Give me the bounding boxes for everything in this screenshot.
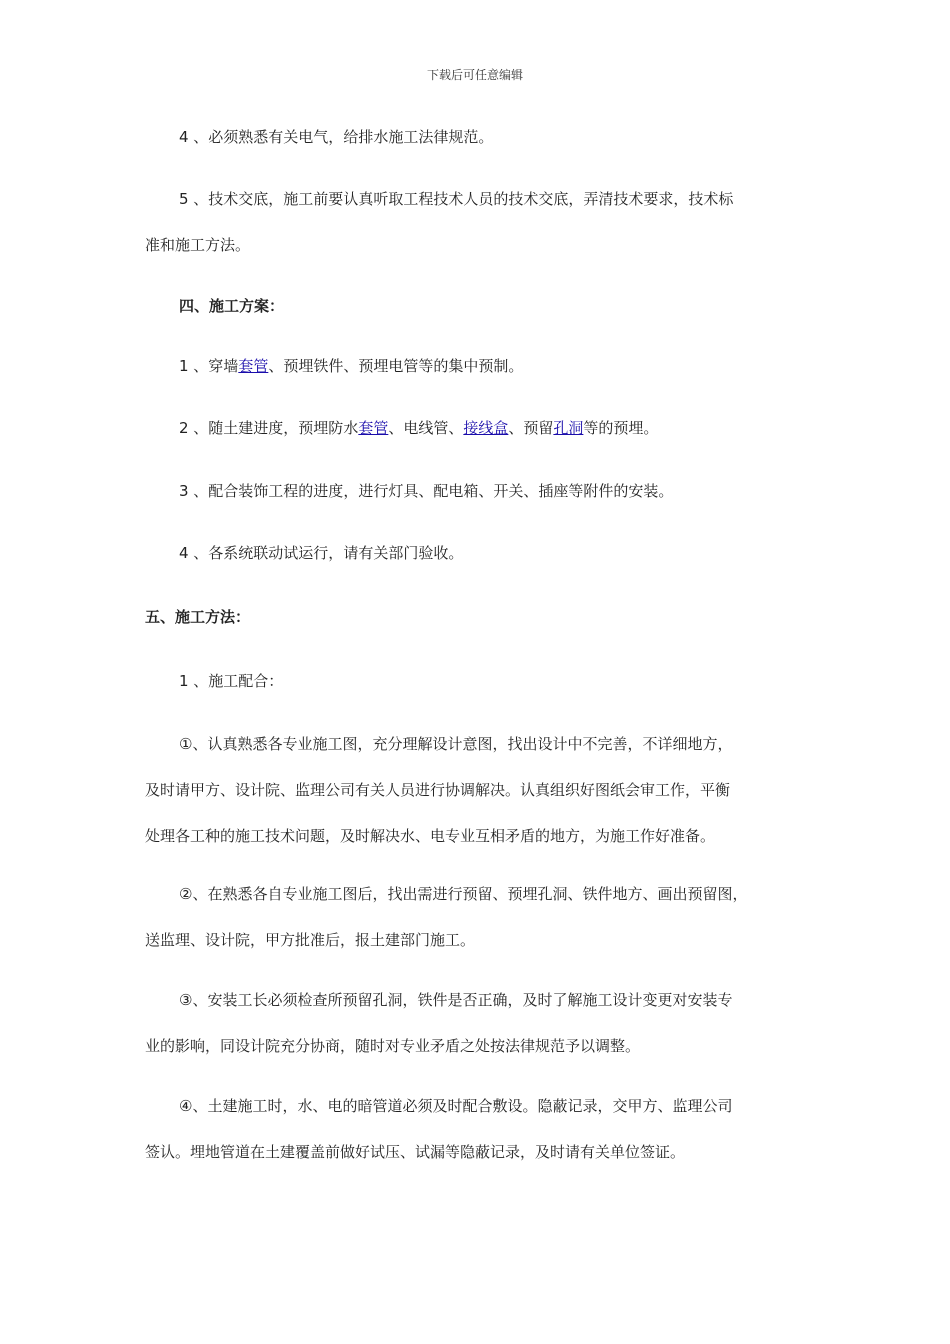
paragraph-line — [145, 405, 815, 451]
paragraph-line: 送监理、设计院，甲方批准后，报土建部门施工。 — [145, 931, 476, 949]
section-heading-construction-plan — [145, 283, 815, 329]
text-segment: 等的预埋。 — [583, 419, 659, 437]
paragraph-item-4-regulations — [145, 114, 815, 160]
text-segment: 、电线管、 — [388, 419, 464, 437]
heading-text: 五、施工方法： — [145, 608, 251, 626]
section-heading-construction-method — [145, 594, 815, 640]
link-sleeve-pipe-2[interactable]: 套管 — [358, 419, 389, 437]
paragraph-line: 5 、技术交底，施工前要认真听取工程技术人员的技术交底，弄清技术要求，技术标 — [179, 190, 734, 208]
page-header: 下载后可任意编辑 — [426, 68, 523, 82]
paragraph-line: 准和施工方法。 — [145, 236, 251, 254]
paragraph-line: ④、土建施工时，水、电的暗管道必须及时配合敷设。隐蔽记录，交甲方、监理公司 — [179, 1097, 733, 1115]
paragraph-plan-item-4 — [145, 530, 815, 576]
paragraph-line: ③、安装工长必须检查所预留孔洞，铁件是否正确，及时了解施工设计变更对安装专 — [179, 991, 733, 1009]
paragraph-method-point-3 — [145, 977, 815, 1069]
paragraph-method-item-1 — [145, 658, 815, 704]
paragraph-line: 3 、配合装饰工程的进度，进行灯具、配电箱、开关、插座等附件的安装。 — [179, 482, 674, 500]
paragraph-plan-item-3 — [145, 468, 815, 514]
paragraph-item-5-technical-briefing — [145, 176, 815, 268]
text-segment: 1 、穿墙 — [179, 357, 239, 375]
paragraph-line: 及时请甲方、设计院、监理公司有关人员进行协调解决。认真组织好图纸会审工作，平衡 — [145, 781, 731, 799]
paragraph-plan-item-1 — [145, 343, 815, 389]
paragraph-line: 4 、各系统联动试运行，请有关部门验收。 — [179, 544, 464, 562]
paragraph-line: 业的影响，同设计院充分协商，随时对专业矛盾之处按法律规范予以调整。 — [145, 1037, 641, 1055]
link-junction-box[interactable]: 接线盒 — [463, 419, 509, 437]
text-segment: 2 、随土建进度，预埋防水 — [179, 419, 359, 437]
link-sleeve-pipe[interactable]: 套管 — [238, 357, 269, 375]
paragraph-line: 处理各工种的施工技术问题，及时解决水、电专业互相矛盾的地方，为施工作好准备。 — [145, 827, 716, 845]
paragraph-line — [145, 343, 815, 389]
paragraph-line: 签认。埋地管道在土建覆盖前做好试压、试漏等隐蔽记录，及时请有关单位签证。 — [145, 1143, 686, 1161]
paragraph-line: 4 、必须熟悉有关电气，给排水施工法律规范。 — [179, 128, 494, 146]
paragraph-plan-item-2 — [145, 405, 815, 451]
paragraph-line: ①、认真熟悉各专业施工图，充分理解设计意图，找出设计中不完善，不详细地方， — [179, 735, 733, 753]
paragraph-method-point-1 — [145, 721, 815, 859]
paragraph-line: ②、在熟悉各自专业施工图后，找出需进行预留、预埋孔洞、铁件地方、画出预留图， — [179, 885, 748, 903]
heading-text: 四、施工方案： — [179, 297, 285, 315]
text-segment: 、预留 — [508, 419, 554, 437]
link-hole[interactable]: 孔洞 — [553, 419, 584, 437]
paragraph-method-point-4 — [145, 1083, 815, 1175]
paragraph-method-point-2 — [145, 871, 815, 963]
paragraph-line: 1 、施工配合： — [179, 672, 284, 690]
text-segment: 、预埋铁件、预埋电管等的集中预制。 — [268, 357, 524, 375]
